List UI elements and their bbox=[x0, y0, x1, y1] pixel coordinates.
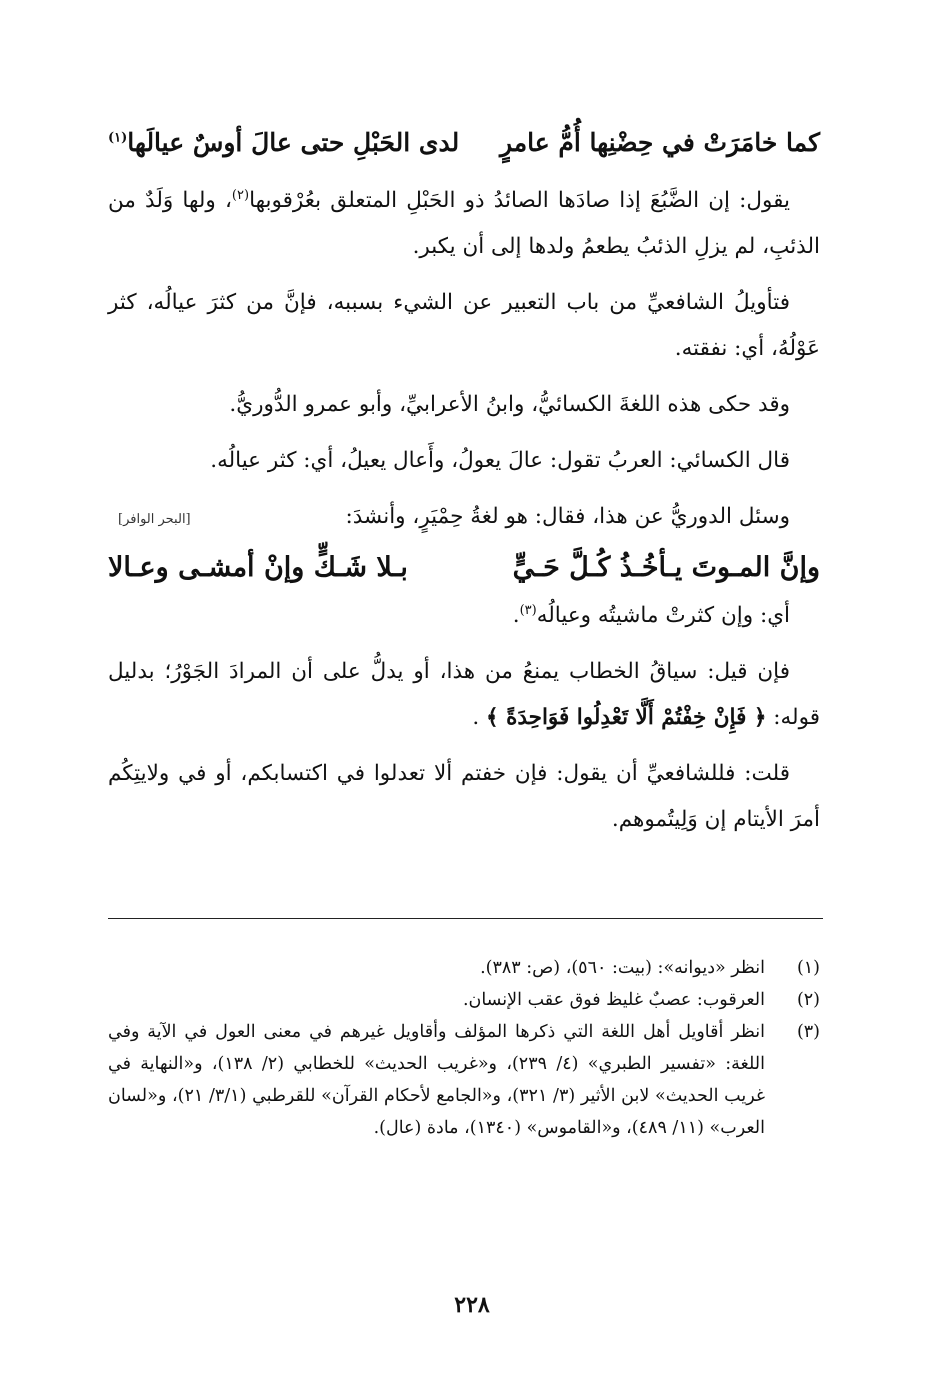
paragraph-meaning-text: أي: وإن كثرتْ ماشيتُه وعيالُه bbox=[536, 603, 790, 628]
footnote-ref-2[interactable]: (٢) bbox=[231, 187, 250, 203]
footnote-ref-1[interactable]: (١) bbox=[108, 130, 128, 146]
paragraph-objection-end: . bbox=[472, 705, 480, 730]
footnote-number: (٣) bbox=[796, 1022, 820, 1042]
verse-2 bbox=[108, 543, 820, 593]
footnote-separator bbox=[108, 918, 823, 919]
paragraph-meaning bbox=[108, 593, 820, 639]
paragraph-objection bbox=[108, 649, 820, 741]
footnote-text: انظر «ديوانه»: (بيت: ٥٦٠)، (ص: ٣٨٣). bbox=[480, 958, 765, 978]
verse-1 bbox=[108, 118, 820, 168]
footnotes bbox=[108, 952, 820, 1144]
verse-1-second-text: لدى الحَبْلِ حتى عالَ أوسٌ عيالَها bbox=[127, 128, 460, 157]
verse-1-second-hemistich bbox=[108, 118, 459, 168]
main-text bbox=[108, 118, 820, 843]
paragraph-kisai: قال الكسائي: العربُ تقول: عالَ يعولُ، وأَعال يعيلُ، أي: كثر عيالُه. bbox=[210, 448, 790, 473]
footnote-ref-3[interactable]: (٣) bbox=[519, 602, 537, 618]
footnote-number: (١) bbox=[796, 958, 820, 978]
footnote-number: (٢) bbox=[796, 990, 820, 1010]
footnote-text: العرقوب: عصبٌ غليظ فوق عقب الإنسان. bbox=[462, 990, 765, 1010]
verse-1-first-hemistich: كما خامَرَتْ في حِضْنِها أُمُّ عامرٍ bbox=[499, 128, 820, 157]
footnote-text: انظر أقاويل أهل اللغة التي ذكرها المؤلف وأقاويل غيرهم في معنى العول في الآية وفي اللغة: «تفسير الطبري» (٤/ ٢٣٩)، و«غريب الحديث» للخطابي (٢/ ١٣٨)، و«النهاية في غريب الحديث» لابن الأثير (٣/ ٣٢١)، و«الجامع لأحكام القرآن» للقرطبي (٣/١/ ٢١)، و«لسان العرب» (١١/ ٤٨٩)، و«القاموس» (١٣٤٠)، مادة (عال). bbox=[108, 1022, 766, 1138]
verse-2-second-hemistich: بـلا شَـكٍّ وإنْ أمشـى وعـالا bbox=[108, 552, 408, 583]
paragraph-hyena bbox=[108, 178, 820, 270]
meter-label: [البحر الوافر] bbox=[118, 512, 191, 527]
verse-2-first-hemistich: وإنَّ المـوتَ يـأخُـذُ كُـلَّ حَـيٍّ bbox=[512, 552, 820, 583]
footnote-2 bbox=[108, 984, 820, 1016]
paragraph-language-narrators: وقد حكى هذه اللغةَ الكسائيُّ، وابنُ الأعرابيِّ، وأبو عمرو الدُّوريُّ. bbox=[229, 392, 790, 417]
paragraph-duri bbox=[108, 494, 820, 543]
paragraph-objection-text: فإن قيل: سياقُ الخطاب يمنعُ من هذا، أو يدلُّ على أن المرادَ الجَوْرُ؛ بدليل قوله: bbox=[108, 659, 820, 730]
paragraph-duri-text: وسئل الدوريُّ عن هذا، فقال: هو لغةُ حِمْيَرٍ، وأنشدَ: bbox=[345, 504, 790, 529]
paragraph-hyena-text: يقول: إن الضَّبُعَ إذا صادَها الصائدُ ذو الحَبْلِ المتعلق بعُرْقوبها bbox=[249, 188, 790, 213]
paragraph-reply: قلت: فللشافعيِّ أن يقول: فإن خفتم ألا تعدلوا في اكتسابكم، أو في ولايتِكُم أمرَ الأيتام إن وَلِيتُموهم. bbox=[108, 761, 820, 832]
paragraph-meaning-end: . bbox=[512, 603, 520, 628]
footnote-3 bbox=[108, 1016, 820, 1144]
footnote-1 bbox=[108, 952, 820, 984]
quran-quote: ﴿ فَإِنْ خِفْتُمْ أَلَّا تَعْدِلُوا فَوَاحِدَةً ﴾ bbox=[486, 705, 767, 730]
paragraph-hyena-rest: ، ولها وَلَدٌ من الذئبِ، لم يزلِ الذئبُ يطعمُ ولدها إلى أن يكبر. bbox=[108, 188, 820, 259]
page-number: ٢٢٨ bbox=[454, 1292, 490, 1318]
paragraph-shafii-interpretation: فتأويلُ الشافعيِّ من باب التعبير عن الشيء بسببه، فإنَّ من كثرَ عيالُه، كثر عَوْلُهُ، أي: نفقته. bbox=[108, 290, 820, 361]
